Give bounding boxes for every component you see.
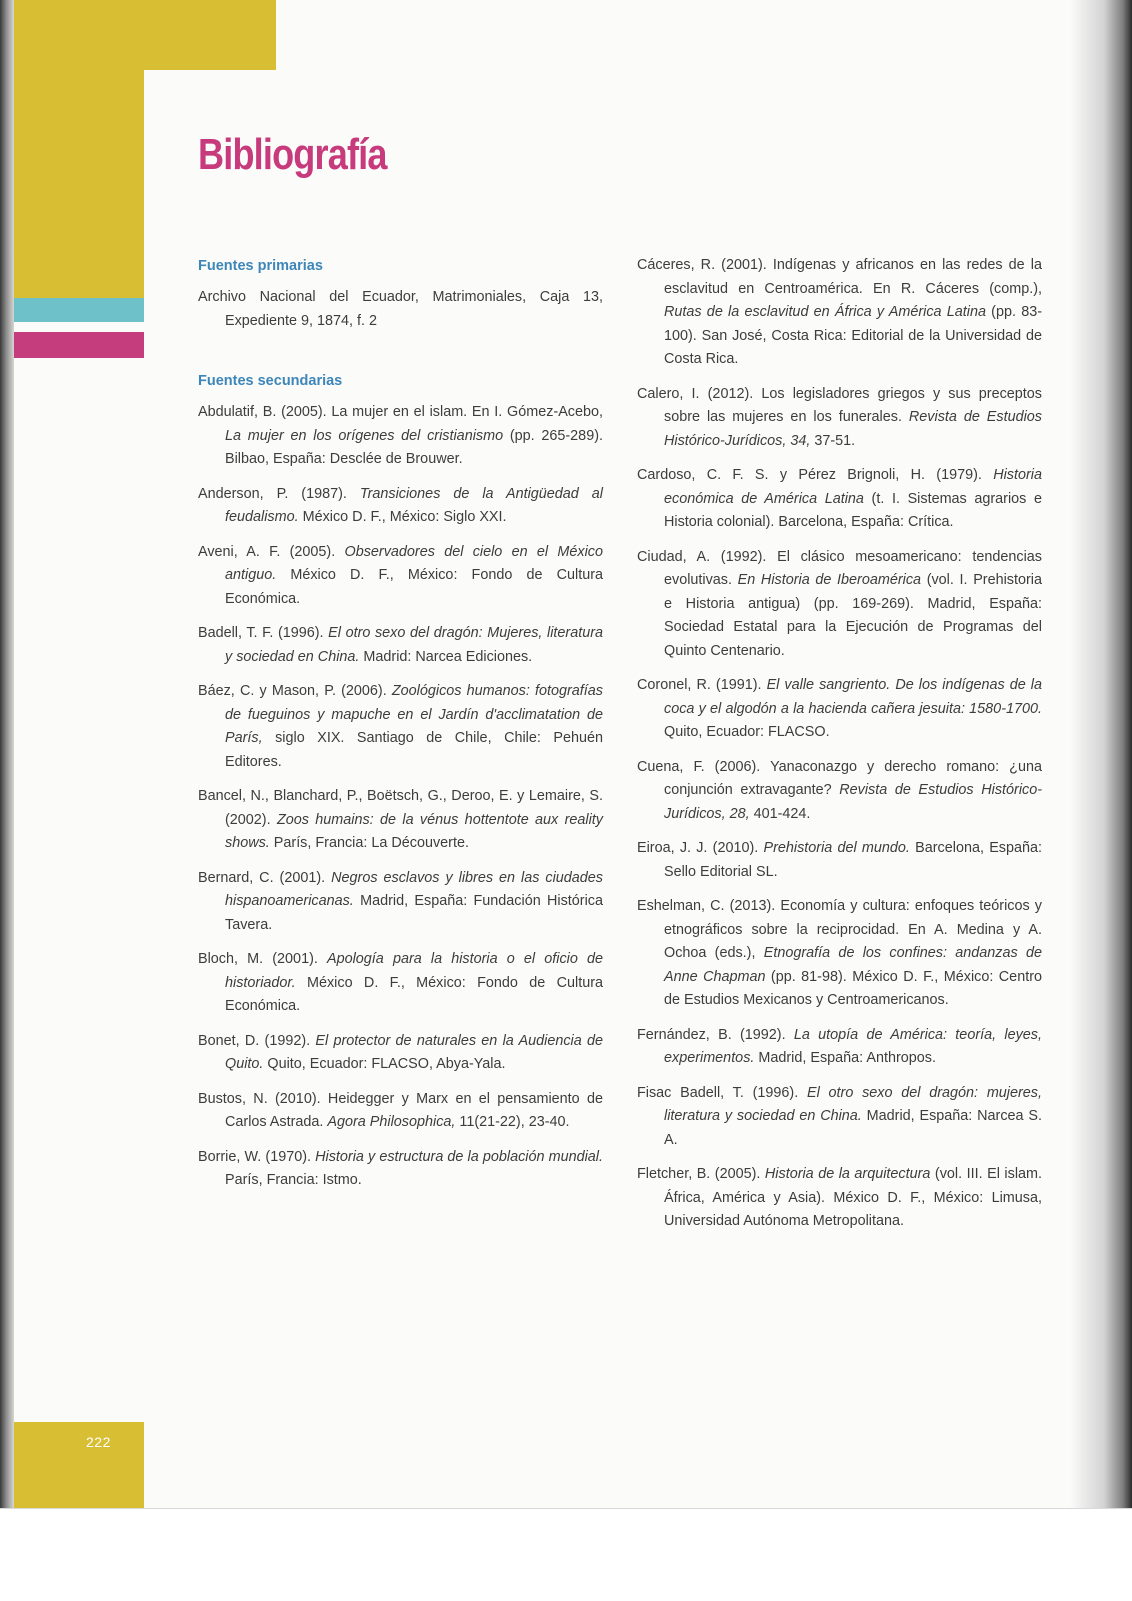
bibliography-entry	[198, 541, 603, 612]
entry-text: Bustos, N. (2010). Heidegger y Marx en el pensamiento de Carlos Astrada.	[198, 1090, 603, 1130]
entry-text: 401-424.	[749, 805, 811, 822]
entry-text: México D. F., México: Siglo XXI.	[298, 509, 507, 525]
entry-text: siglo XIX. Santiago de Chile, Chile: Pehuén Editores.	[225, 730, 603, 770]
entry-text: Eshelman, C. (2013). Economía y cultura: enfoques teóricos y etnográficos sobre la reciprocidad. En A. Medina y A. Ochoa (eds.),	[637, 898, 1042, 961]
primary-sources-list	[198, 286, 603, 333]
bibliography-entry	[637, 546, 1042, 664]
entry-title: Historia y estructura de la población mundial.	[315, 1148, 603, 1165]
bibliography-entry	[637, 1024, 1042, 1071]
entry-title: En Historia de Iberoamérica	[737, 572, 922, 588]
bibliography-entry	[637, 674, 1042, 745]
entry-text: Bancel, N., Blanchard, P., Boëtsch, G., Deroo, E. y Lemaire, S. (2002).	[198, 788, 603, 828]
entry-text: Badell, T. F. (1996).	[198, 625, 329, 641]
bibliography-entry	[198, 680, 603, 774]
entry-text: Aveni, A. F. (2005).	[198, 543, 345, 560]
entry-title: Revista de Estudios Histórico-Jurídicos, 28,	[664, 782, 1043, 822]
entry-title: El valle sangriento. De los indígenas de la coca y el algodón a la hacienda cañera jesuita: 1580-1700.	[664, 677, 1042, 717]
entry-text: Quito, Ecuador: FLACSO.	[664, 724, 830, 740]
bibliography-entry	[637, 383, 1042, 454]
entry-text: Bonet, D. (1992).	[198, 1032, 316, 1049]
entry-title: La utopía de América: teoría, leyes, experimentos.	[664, 1026, 1042, 1066]
entry-text: Cardoso, C. F. S. y Pérez Brignoli, H. (1979).	[637, 467, 994, 483]
entry-text: Calero, I. (2012). Los legisladores griegos y sus preceptos sobre las mujeres en los funerales.	[637, 385, 1042, 425]
entry-text: Borrie, W. (1970).	[198, 1148, 316, 1165]
yellow-side-block	[14, 70, 144, 298]
entry-title: Transiciones de la Antigüedad al feudalismo.	[225, 485, 603, 525]
entry-text: Madrid: Narcea Ediciones.	[359, 648, 533, 665]
entry-title: Revista de Estudios Histórico-Jurídicos, 34,	[664, 409, 1042, 449]
entry-text: Archivo Nacional del Ecuador, Matrimoniales, Caja 13, Expediente 9, 1874, f. 2	[198, 289, 603, 329]
entry-text: 11(21-22), 23-40.	[455, 1114, 570, 1130]
entry-text: Eiroa, J. J. (2010).	[637, 840, 764, 856]
bibliography-entry	[198, 622, 603, 669]
yellow-header-block	[14, 0, 276, 70]
entry-text: Bernard, C. (2001).	[198, 869, 332, 886]
entry-title: Historia económica de América Latina	[664, 467, 1042, 507]
entry-text: Anderson, P. (1987).	[198, 485, 360, 502]
section-heading-primary: Fuentes primarias	[198, 258, 323, 274]
scan-background	[0, 1508, 1132, 1601]
entry-text: Madrid, España: Anthropos.	[754, 1050, 936, 1066]
bibliography-entry	[198, 483, 603, 530]
entry-title: Historia de la arquitectura	[764, 1166, 931, 1182]
bibliography-entry	[198, 286, 603, 333]
entry-title: El otro sexo del dragón: mujeres, literatura y sociedad en China.	[664, 1084, 1042, 1124]
entry-text: Ciudad, A. (1992). El clásico mesoamericano: tendencias evolutivas.	[637, 548, 1042, 588]
bibliography-entry	[198, 1146, 603, 1193]
entry-title: Rutas de la esclavitud en África y América Latina	[664, 304, 986, 320]
bibliography-entry	[637, 837, 1042, 884]
entry-text: Madrid, España: Fundación Histórica Tavera.	[225, 893, 603, 933]
entry-text: 37-51.	[810, 432, 856, 449]
bibliography-entry	[637, 464, 1042, 535]
entry-text: México D. F., México: Fondo de Cultura Económica.	[225, 974, 603, 1014]
entry-title: La mujer en los orígenes del cristianismo	[225, 427, 504, 444]
bibliography-entry	[637, 895, 1042, 1013]
entry-text: Fletcher, B. (2005).	[637, 1166, 765, 1182]
page-title: Bibliografía	[198, 130, 387, 179]
entry-title: Etnografía de los confines: andanzas de Anne Chapman	[664, 945, 1042, 985]
entry-text: Quito, Ecuador: FLACSO, Abya-Yala.	[263, 1056, 506, 1072]
entry-text: México D. F., México: Fondo de Cultura Económica.	[225, 567, 603, 607]
bibliography-entry	[198, 1030, 603, 1077]
entry-text: (pp. 83-100). San José, Costa Rica: Editorial de la Universidad de Costa Rica.	[664, 304, 1042, 367]
entry-title: Prehistoria del mundo.	[763, 840, 910, 856]
entry-text: (pp. 265-289). Bilbao, España: Desclée de Brouwer.	[225, 427, 603, 467]
entry-title: Observadores del cielo en el México antiguo.	[225, 543, 603, 583]
entry-text: Bloch, M. (2001).	[198, 951, 327, 967]
page-number: 222	[86, 1434, 111, 1450]
bibliography-entry	[637, 1163, 1042, 1234]
entry-title: Apología para la historia o el oficio de historiador.	[225, 951, 603, 991]
secondary-sources-list-continued	[637, 254, 1042, 1234]
bibliography-entry	[198, 401, 603, 472]
entry-text: Fisac Badell, T. (1996).	[637, 1084, 807, 1101]
secondary-sources-list	[198, 401, 603, 1193]
entry-text: París, Francia: Istmo.	[225, 1172, 362, 1188]
entry-title: El otro sexo del dragón: Mujeres, literatura y sociedad en China.	[225, 625, 603, 665]
entry-title: El protector de naturales en la Audiencia de Quito.	[225, 1032, 603, 1072]
entry-text: (t. I. Sistemas agrarios e Historia colonial). Barcelona, España: Crítica.	[664, 490, 1042, 530]
bibliography-entry	[198, 785, 603, 856]
entry-text: Cuena, F. (2006). Yanaconazgo y derecho romano: ¿una conjunción extravagante?	[637, 758, 1042, 798]
entry-text: Cáceres, R. (2001). Indígenas y africanos en las redes de la esclavitud en Centroamérica. En R. Cáceres (comp.),	[637, 257, 1042, 297]
entry-text: Fernández, B. (1992).	[637, 1026, 794, 1043]
entry-text: Abdulatif, B. (2005). La mujer en el islam. En I. Gómez-Acebo,	[198, 404, 603, 420]
entry-title: Agora Philosophica,	[327, 1114, 456, 1130]
bibliography-entry	[637, 1082, 1042, 1153]
magenta-accent-band	[14, 332, 144, 358]
bibliography-entry	[198, 948, 603, 1019]
entry-text: Coronel, R. (1991).	[637, 677, 767, 693]
entry-text: Báez, C. y Mason, P. (2006).	[198, 683, 392, 699]
entry-text: Madrid, España: Narcea S. A.	[664, 1108, 1042, 1148]
bibliography-entry	[198, 1088, 603, 1135]
page-curl-shadow	[1070, 0, 1132, 1508]
teal-accent-band	[14, 298, 144, 322]
entry-text: Barcelona, España: Sello Editorial SL.	[664, 840, 1042, 880]
section-heading-secondary: Fuentes secundarias	[198, 373, 343, 389]
entry-text: (pp. 81-98). México D. F., México: Centro de Estudios Mexicanos y Centroamericanos.	[664, 968, 1042, 1008]
left-column	[198, 255, 603, 1204]
bibliography-entry	[198, 867, 603, 938]
bibliography-entry	[637, 254, 1042, 372]
bibliography-entry	[637, 756, 1042, 827]
entry-text: París, Francia: La Découverte.	[269, 835, 469, 851]
entry-title: Zoos humains: de la vénus hottentote aux reality shows.	[225, 811, 603, 851]
entry-title: Negros esclavos y libres en las ciudades hispanoamericanas.	[225, 869, 603, 909]
book-binding-edge	[0, 0, 14, 1508]
right-column	[637, 254, 1042, 1245]
entry-title: Zoológicos humanos: fotografías de fueguinos y mapuche en el Jardín d'acclimatation de París,	[225, 683, 603, 746]
entry-text: (vol. I. Prehistoria e Historia antigua) (pp. 169-269). Madrid, España: Sociedad Estatal para la Ejecución de Programas del Quinto Centenario.	[664, 572, 1042, 659]
entry-text: (vol. III. El islam. África, América y Asia). México D. F., México: Limusa, Universidad Autónoma Metropolitana.	[664, 1166, 1043, 1229]
